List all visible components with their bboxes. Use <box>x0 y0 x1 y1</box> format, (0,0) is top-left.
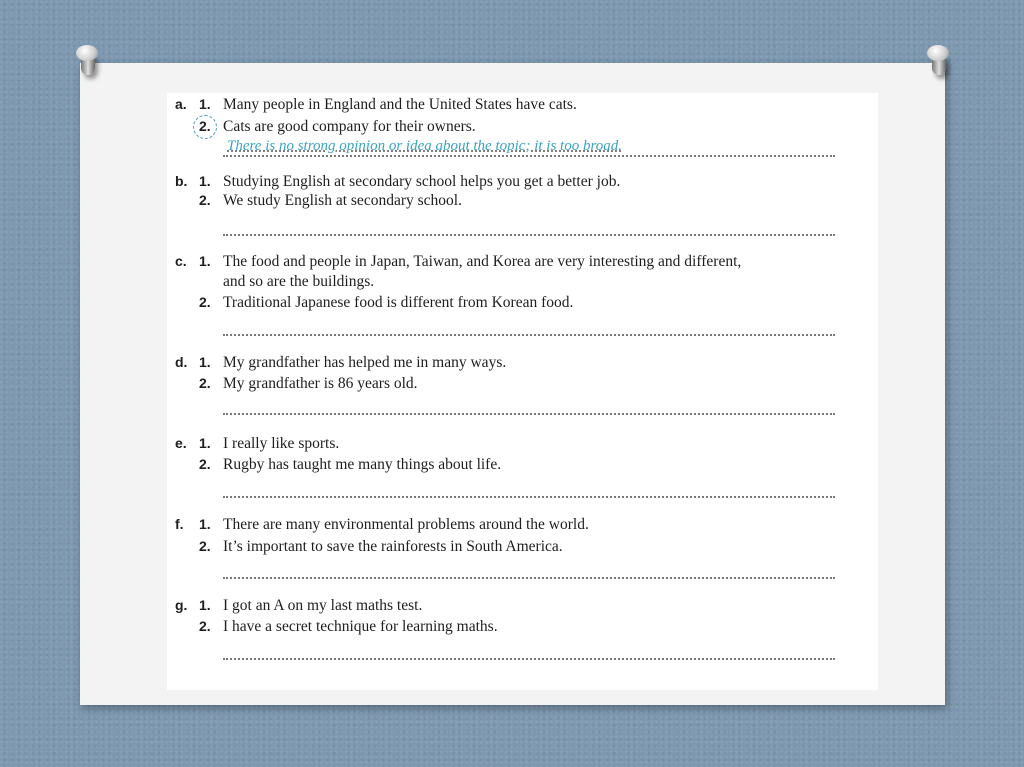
answer-line[interactable] <box>223 234 835 236</box>
sentence: My grandfather has helped me in many ways. <box>223 354 507 371</box>
sentence: My grandfather is 86 years old. <box>223 375 418 392</box>
sentence: Studying English at secondary school helps you get a better job. <box>223 173 621 190</box>
sentence: Rugby has taught me many things about life. <box>223 456 502 473</box>
item-number: 1. <box>199 597 211 613</box>
sentence: I have a secret technique for learning maths. <box>223 618 498 635</box>
item-number: 1. <box>199 435 211 451</box>
item-letter: e. <box>175 435 187 451</box>
answer-line[interactable] <box>223 413 835 415</box>
sentence: There are many environmental problems around the world. <box>223 516 589 533</box>
item-number: 2. <box>199 456 211 472</box>
item-number: 2. <box>199 375 211 391</box>
item-number: 2. <box>199 294 211 310</box>
item-letter: d. <box>175 354 188 370</box>
answer-line[interactable] <box>223 658 835 660</box>
pushpin-icon <box>76 45 98 75</box>
item-letter: b. <box>175 173 188 189</box>
sentence: It’s important to save the rainforests in South America. <box>223 538 563 555</box>
item-letter: a. <box>175 96 187 112</box>
item-number: 2. <box>199 538 211 554</box>
item-letter: f. <box>175 516 184 532</box>
answer-line <box>223 155 835 157</box>
item-number: 2. <box>199 618 211 634</box>
item-number: 1. <box>199 253 211 269</box>
item-number: 1. <box>199 96 211 112</box>
worksheet <box>167 93 878 690</box>
sentence: and so are the buildings. <box>223 273 375 290</box>
sentence: The food and people in Japan, Taiwan, and Korea are very interesting and different, <box>223 253 742 270</box>
item-letter: c. <box>175 253 187 269</box>
pushpin-icon <box>927 45 949 75</box>
item-number: 1. <box>199 173 211 189</box>
item-number: 2. <box>199 192 211 208</box>
sentence: Many people in England and the United States have cats. <box>223 96 577 113</box>
sentence: Cats are good company for their owners. <box>223 118 476 135</box>
answer-line[interactable] <box>223 577 835 579</box>
sentence: Traditional Japanese food is different from Korean food. <box>223 294 574 311</box>
item-number: 1. <box>199 516 211 532</box>
item-number: 1. <box>199 354 211 370</box>
sentence: I got an A on my last maths test. <box>223 597 423 614</box>
sentence: We study English at secondary school. <box>223 192 462 209</box>
sentence: I really like sports. <box>223 435 340 452</box>
handwritten-answer: There is no strong opinion or idea about the topic; it is too broad. <box>227 138 622 154</box>
answer-line[interactable] <box>223 496 835 498</box>
item-letter: g. <box>175 597 188 613</box>
answer-line[interactable] <box>223 334 835 336</box>
item-number: 2. <box>199 118 211 134</box>
